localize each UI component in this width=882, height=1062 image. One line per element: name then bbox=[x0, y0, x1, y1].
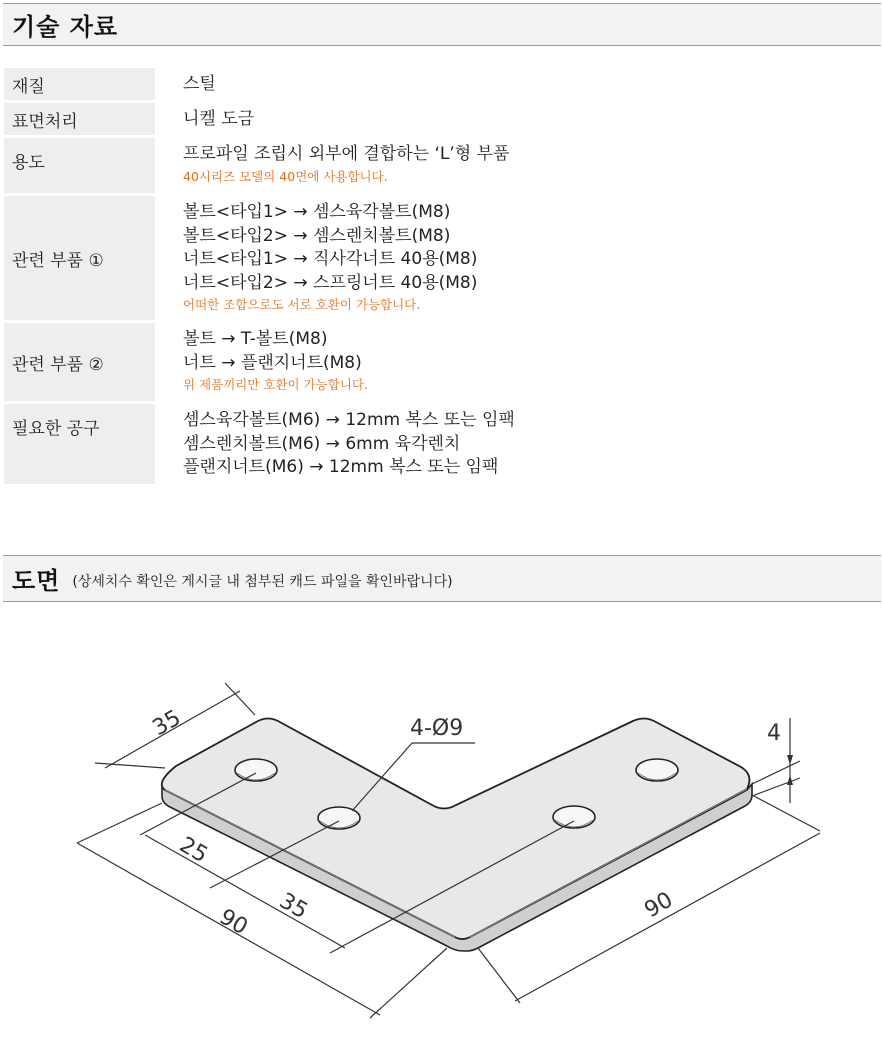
spec-row-related-parts-2 bbox=[4, 323, 881, 401]
spec-label: 용도 bbox=[4, 138, 155, 193]
dim-text-offset: 25 bbox=[175, 832, 212, 869]
drawing-section-header bbox=[3, 555, 881, 602]
spec-value-line: 플랜지너트(M6) → 12mm 복스 또는 임팩 bbox=[183, 457, 499, 477]
spec-value-line: 셈스렌치볼트(M6) → 6mm 육각렌치 bbox=[183, 433, 461, 454]
spec-value-line: 볼트<타입1> → 셈스육각볼트(M8) bbox=[183, 202, 451, 222]
spec-value-line: 스틸 bbox=[183, 74, 216, 94]
spec-section-title: 기술 자료 bbox=[12, 13, 119, 41]
spec-value bbox=[155, 196, 881, 320]
spec-value bbox=[155, 68, 881, 100]
dim-ext bbox=[478, 948, 520, 1003]
hole bbox=[636, 759, 678, 781]
spec-value-line: 볼트 → T-볼트(M8) bbox=[183, 329, 328, 349]
spec-value-line: 너트 → 플랜지너트(M8) bbox=[183, 352, 362, 373]
drawing-section-note: (상세치수 확인은 게시글 내 첨부된 캐드 파일을 확인바랍니다) bbox=[72, 573, 453, 590]
dim-text-length-left: 90 bbox=[215, 904, 252, 941]
spec-note: 어떠한 조합으로도 서로 호환이 가능합니다. bbox=[183, 297, 421, 312]
hole bbox=[318, 807, 360, 829]
spec-label: 관련 부품 ① bbox=[4, 196, 155, 320]
spec-row-surface bbox=[4, 103, 881, 135]
drawing-svg bbox=[0, 603, 882, 1062]
spec-value bbox=[155, 404, 881, 484]
spec-row-material bbox=[4, 68, 881, 100]
spec-value-line: 셈스육각볼트(M6) → 12mm 복스 또는 임팩 bbox=[183, 410, 515, 430]
spec-value bbox=[155, 323, 881, 401]
spec-label: 재질 bbox=[4, 68, 155, 100]
dim-ext bbox=[370, 948, 447, 1018]
spec-value-line: 너트<타입2> → 스프링너트 40용(M8) bbox=[183, 272, 478, 293]
drawing-section-title: 도면 bbox=[12, 567, 61, 595]
spec-label: 표면처리 bbox=[4, 103, 155, 135]
dim-text-length-right: 90 bbox=[640, 887, 678, 924]
spec-note: 위 제품끼리만 호환이 가능합니다. bbox=[183, 377, 368, 392]
hole bbox=[235, 759, 277, 781]
dim-text-thickness: 4 bbox=[767, 721, 781, 746]
spec-row-required-tools bbox=[4, 404, 881, 484]
spec-section-header bbox=[3, 3, 881, 46]
dim-ext bbox=[225, 683, 255, 715]
dim-arrow bbox=[787, 775, 793, 785]
l-plate-drawing bbox=[0, 603, 882, 1062]
spec-value bbox=[155, 103, 881, 135]
spec-table bbox=[4, 68, 881, 487]
spec-value bbox=[155, 138, 881, 193]
spec-label: 관련 부품 ② bbox=[4, 323, 155, 401]
dim-text-pitch: 35 bbox=[275, 888, 312, 925]
spec-row-related-parts-1 bbox=[4, 196, 881, 320]
dim-text-width: 35 bbox=[148, 705, 186, 742]
spec-label: 필요한 공구 bbox=[4, 404, 155, 484]
spec-value-line: 프로파일 조립시 외부에 결합하는 ‘L’형 부품 bbox=[183, 144, 510, 164]
spec-note: 40시리즈 모델의 40면에 사용합니다. bbox=[183, 168, 388, 184]
dim-ext bbox=[752, 795, 820, 831]
hole bbox=[553, 806, 595, 828]
spec-value-line: 볼트<타입2> → 셈스렌치볼트(M8) bbox=[183, 225, 451, 246]
hole-callout-text: 4-Ø9 bbox=[410, 716, 464, 741]
dim-arrow bbox=[787, 755, 793, 765]
spec-value-line: 너트<타입1> → 직사각너트 40용(M8) bbox=[183, 249, 478, 269]
spec-value-line: 니켈 도금 bbox=[183, 109, 255, 129]
spec-row-usage bbox=[4, 138, 881, 193]
